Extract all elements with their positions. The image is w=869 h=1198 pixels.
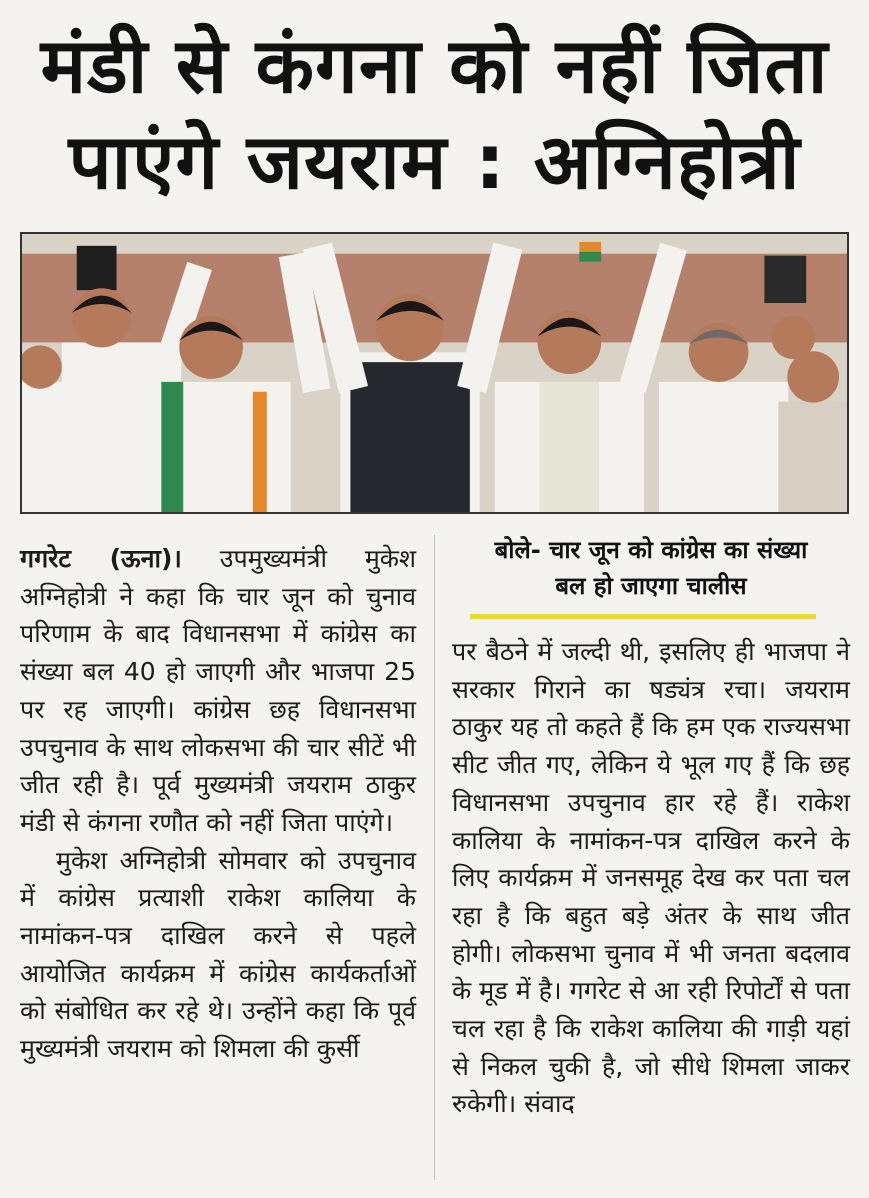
person-7-body <box>778 402 847 512</box>
column-divider <box>434 535 435 1180</box>
subheading-line-2: बल हो जाएगा चालीस <box>555 572 747 600</box>
left-column-para-1-text: उपमुख्यमंत्री मुकेश अग्निहोत्री ने कहा कि चार जून को चुनाव परिणाम के बाद विधानसभा में कांग्रेस का संख्या बल 40 हो जाएगी और भाजपा 25 पर रह जाएगी। कांग्रेस छह विधानसभा उपचुनाव के साथ लोकसभा की चार सीटें भी जीत रही है। पूर्व मुख्यमंत्री जयराम ठाकुर मंडी से कंगना रणौत को नहीं जिता पाएंगे। <box>20 544 416 837</box>
left-column-para-2: मुकेश अग्निहोत्री सोमवार को उपचुनाव में कांग्रेस प्रत्याशी राकेश कालिया के नामांकन-पत्र दाखिल करने से पहले आयोजित कार्यक्रम में कांग्रेस कार्यकर्ताओं को संबोधित कर रहे थे। उन्होंने कहा कि पूर्व मुख्यमंत्री जयराम को शिमला की कुर्सी <box>20 845 416 1064</box>
headline <box>0 18 869 210</box>
person-8-head <box>771 316 815 359</box>
flag-green <box>579 252 601 262</box>
news-photo <box>20 232 849 514</box>
person-3-stole <box>161 382 183 512</box>
person-3-stole-right <box>253 392 267 512</box>
photo-illustration <box>22 234 847 512</box>
headline-line-1: मंडी से कंगना को नहीं जिता <box>40 21 829 110</box>
left-column-para-1 <box>20 540 416 842</box>
subheading-line-1: बोले- चार जून को कांग्रेस का संख्या <box>494 536 808 564</box>
right-column-para <box>452 633 850 1123</box>
right-column-text: पर बैठने में जल्दी थी, इसलिए ही भाजपा ने सरकार गिराने का षड्यंत्र रचा। जयराम ठाकुर यह तो कहते हैं कि हम एक राज्यसभा सीट जीत गए, लेकिन ये भूल गए हैं कि छह विधानसभा उपचुनाव हार रहे हैं। राकेश कालिया के नामांकन-पत्र दाखिल करने के लिए कार्यक्रम में जनसमूह देख कर पता चल रहा है कि बहुत बड़े अंतर के साथ जीत होगी। लोकसभा चुनाव में भी जनता बदलाव के मूड में है। गगरेट से आ रही रिपोर्टों से पता चल रहा है कि राकेश कालिया की गाड़ी यहां से निकल चुकी है, जो सीधे शिमला जाकर रुकेगी। <box>452 637 850 1119</box>
dateline: गगरेट (ऊना)। <box>20 544 182 573</box>
subheading-underline <box>470 614 816 619</box>
signoff: संवाद <box>524 1089 575 1119</box>
headline-line-2: पाएंगे जयराम : अग्निहोत्री <box>68 117 801 206</box>
person-6-body <box>659 382 788 512</box>
person-4-vest <box>350 362 469 512</box>
speaker-box-left <box>77 246 117 290</box>
right-column <box>452 633 850 1123</box>
person-5-scarf <box>539 382 599 512</box>
speaker-box-right <box>764 256 806 303</box>
subheading <box>452 532 850 604</box>
left-column <box>20 540 416 1068</box>
flag-saffron <box>579 242 601 252</box>
